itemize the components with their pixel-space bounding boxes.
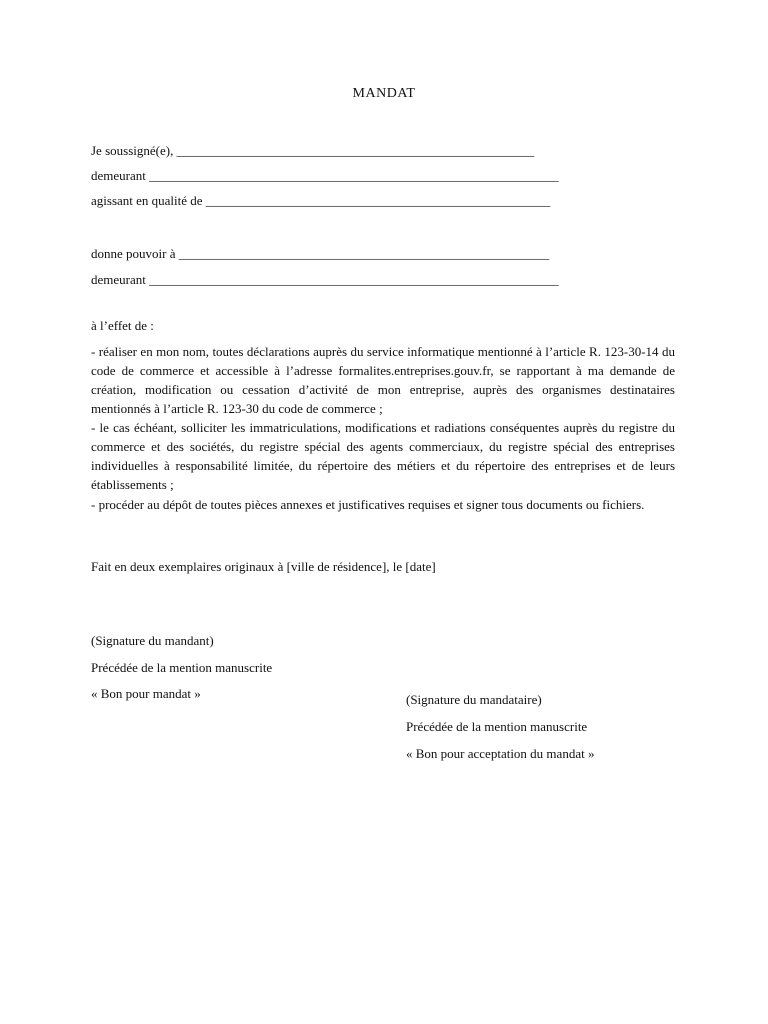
signature-mandant-mention: Précédée de la mention manuscrite bbox=[91, 660, 273, 675]
signature-mandataire-formula: « Bon pour acceptation du mandat » bbox=[406, 746, 595, 761]
signature-mandataire-mention: Précédée de la mention manuscrite bbox=[406, 719, 588, 734]
signature-mandant-formula: « Bon pour mandat » bbox=[91, 686, 201, 701]
paragraph-depot: - procéder au dépôt de toutes pièces annexes et justificatives requises et signer tous documents ou fichiers. bbox=[91, 497, 645, 512]
signature-mandataire-label: (Signature du mandataire) bbox=[406, 692, 542, 707]
qualite-field: agissant en qualité de _____________________________________________________ bbox=[91, 193, 551, 208]
paragraph-declarations: - réaliser en mon nom, toutes déclarations auprès du service informatique mentionné à l’article R. 123-30-14 du code de commerce et accessible à l’adresse formalites.entreprises.gouv.fr, se rapportant à ma demande de création, modification ou cessation d’activité de mon entreprise, auprès des organismes destinataires mentionnés à l’article R. 123-30 du code de commerce ; bbox=[91, 344, 675, 416]
effet-intro: à l’effet de : bbox=[91, 318, 154, 333]
paragraph-immatriculations: - le cas échéant, solliciter les immatriculations, modifications et radiations conséquentes auprès du registre du commerce et des sociétés, du registre spécial des agents commerciaux, du registre spécial des entreprises individuelles à responsabilité limitée, du répertoire des métiers et du répertoire des entreprises et de leurs établissements ; bbox=[91, 420, 675, 492]
document-title: MANDAT bbox=[352, 86, 416, 101]
demeurant-field-mandataire: demeurant _______________________________________________________________ bbox=[91, 272, 559, 287]
fait-en-line: Fait en deux exemplaires originaux à [ville de résidence], le [date] bbox=[91, 559, 436, 574]
demeurant-field-mandant: demeurant _______________________________________________________________ bbox=[91, 168, 559, 183]
pouvoir-field: donne pouvoir à _________________________________________________________ bbox=[91, 246, 550, 261]
signature-mandant-label: (Signature du mandant) bbox=[91, 633, 214, 648]
soussigne-field: Je soussigné(e), _______________________________________________________ bbox=[91, 143, 535, 158]
